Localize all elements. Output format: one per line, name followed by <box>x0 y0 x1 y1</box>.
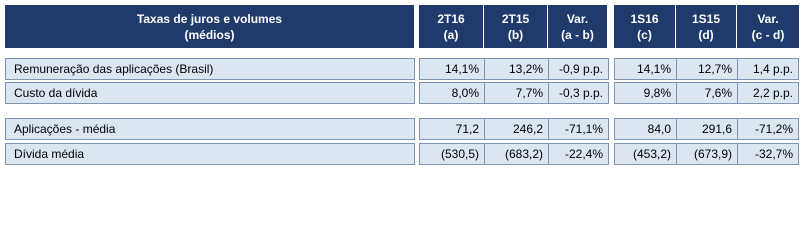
header-col-2t15 <box>484 5 548 48</box>
row-value: 291,6 <box>676 118 738 140</box>
row-value: -32,7% <box>737 143 799 165</box>
row-label: Aplicações - média <box>5 118 415 140</box>
header-title <box>5 5 415 48</box>
header-col-var-cd <box>737 5 799 48</box>
row-value: 13,2% <box>484 58 549 80</box>
row-value: -22,4% <box>548 143 609 165</box>
row-value: (673,9) <box>676 143 738 165</box>
row-label: Dívida média <box>5 143 415 165</box>
header-col-var-ab <box>548 5 608 48</box>
row-label: Remuneração das aplicações (Brasil) <box>5 58 415 80</box>
header-title-line2: (médios) <box>184 27 235 42</box>
header-col-label: 1S16 <box>630 11 659 26</box>
row-value: (530,5) <box>419 143 485 165</box>
header-col-sublabel: (a) <box>443 27 459 42</box>
header-col-sublabel: (d) <box>698 27 714 42</box>
header-col-label: 2T15 <box>501 11 530 26</box>
row-value: -0,9 p.p. <box>548 58 609 80</box>
row-value: (453,2) <box>614 143 677 165</box>
header-col-sublabel: (c - d) <box>751 27 785 42</box>
row-value: 246,2 <box>484 118 549 140</box>
header-col-2t16 <box>419 5 484 48</box>
header-col-label: Var. <box>757 11 779 26</box>
row-value: -71,2% <box>737 118 799 140</box>
row-label: Custo da dívida <box>5 82 415 104</box>
header-col-label: 1S15 <box>691 11 721 26</box>
row-value: 71,2 <box>419 118 485 140</box>
header-col-sublabel: (c) <box>637 27 652 42</box>
row-value: 84,0 <box>614 118 677 140</box>
header-col-sublabel: (b) <box>507 27 524 42</box>
row-value: 14,1% <box>419 58 485 80</box>
row-value: 8,0% <box>419 82 485 104</box>
row-value: 12,7% <box>676 58 738 80</box>
row-value: 1,4 p.p. <box>737 58 799 80</box>
header-col-1s16 <box>614 5 676 48</box>
header-title-line1: Taxas de juros e volumes <box>136 11 283 26</box>
header-col-label: 2T16 <box>437 11 465 26</box>
row-value: (683,2) <box>484 143 549 165</box>
row-value: 7,7% <box>484 82 549 104</box>
row-value: -0,3 p.p. <box>548 82 609 104</box>
row-value: 7,6% <box>676 82 738 104</box>
row-value: 2,2 p.p. <box>737 82 799 104</box>
row-value: 14,1% <box>614 58 677 80</box>
header-col-label: Var. <box>566 11 589 26</box>
row-value: -71,1% <box>548 118 609 140</box>
header-col-sublabel: (a - b) <box>561 27 594 42</box>
header-col-1s15 <box>676 5 737 48</box>
row-value: 9,8% <box>614 82 677 104</box>
